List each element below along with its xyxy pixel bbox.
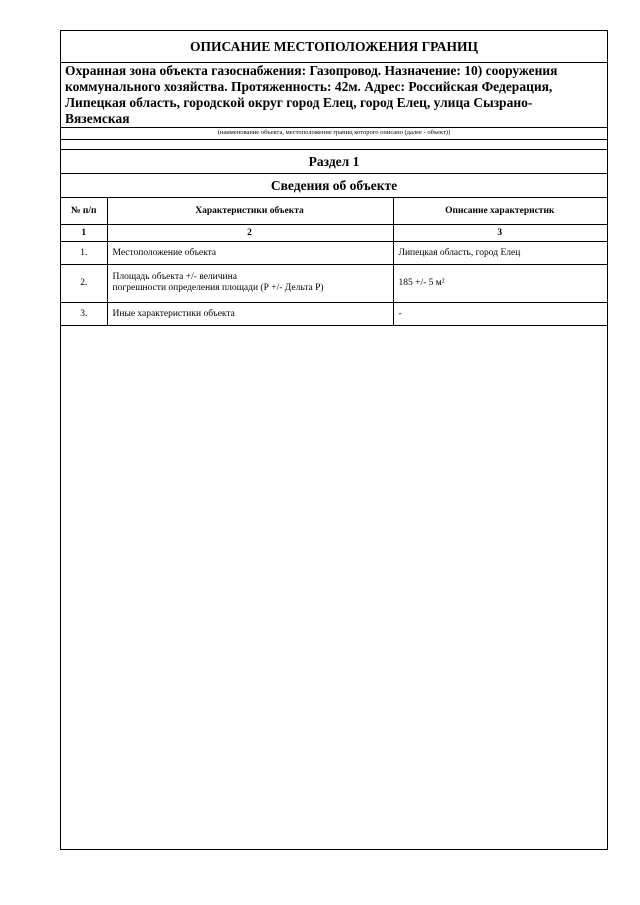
row-number: 3. — [61, 302, 107, 325]
row-description: - — [393, 302, 607, 325]
row-characteristic — [107, 264, 393, 302]
section-heading: Сведения об объекте — [61, 174, 607, 198]
table-header-row — [61, 198, 607, 224]
object-description-line: коммунального хозяйства. Протяженность: 42м. Адрес: Российская Федерация, — [65, 79, 553, 94]
column-number-row — [61, 224, 607, 241]
table-row — [61, 264, 607, 302]
object-description-line: Охранная зона объекта газоснабжения: Газопровод. Назначение: 10) сооружения — [65, 63, 558, 78]
header-num: № п/п — [61, 198, 107, 224]
spacer-row — [61, 140, 607, 150]
section-label: Раздел 1 — [61, 150, 607, 174]
header-characteristic: Характеристики объекта — [107, 198, 393, 224]
object-description-line: Вяземская — [65, 111, 130, 126]
row-characteristic: Иные характеристики объекта — [107, 302, 393, 325]
table-row — [61, 302, 607, 325]
object-description-line: Липецкая область, городской округ город Елец, город Елец, улица Сызрано- — [65, 95, 533, 110]
table-row — [61, 241, 607, 264]
row-number: 2. — [61, 264, 107, 302]
document-title: ОПИСАНИЕ МЕСТОПОЛОЖЕНИЯ ГРАНИЦ — [61, 31, 607, 63]
row-description: 185 +/- 5 м² — [393, 264, 607, 302]
header-description: Описание характеристик — [393, 198, 607, 224]
column-number: 3 — [393, 224, 607, 241]
document-frame — [60, 30, 608, 850]
row-characteristic-line: Площадь объекта +/- величина — [112, 272, 237, 282]
row-characteristic-line: погрешности определения площади (Р +/- Дельта Р) — [112, 283, 324, 293]
object-description — [61, 63, 607, 127]
column-number: 1 — [61, 224, 107, 241]
column-number: 2 — [107, 224, 393, 241]
characteristics-table — [61, 198, 607, 326]
row-description: Липецкая область, город Елец — [393, 241, 607, 264]
object-caption: (наименование объекта, местоположение границ которого описано (далее - объект)) — [61, 127, 607, 140]
row-number: 1. — [61, 241, 107, 264]
row-characteristic: Местоположение объекта — [107, 241, 393, 264]
